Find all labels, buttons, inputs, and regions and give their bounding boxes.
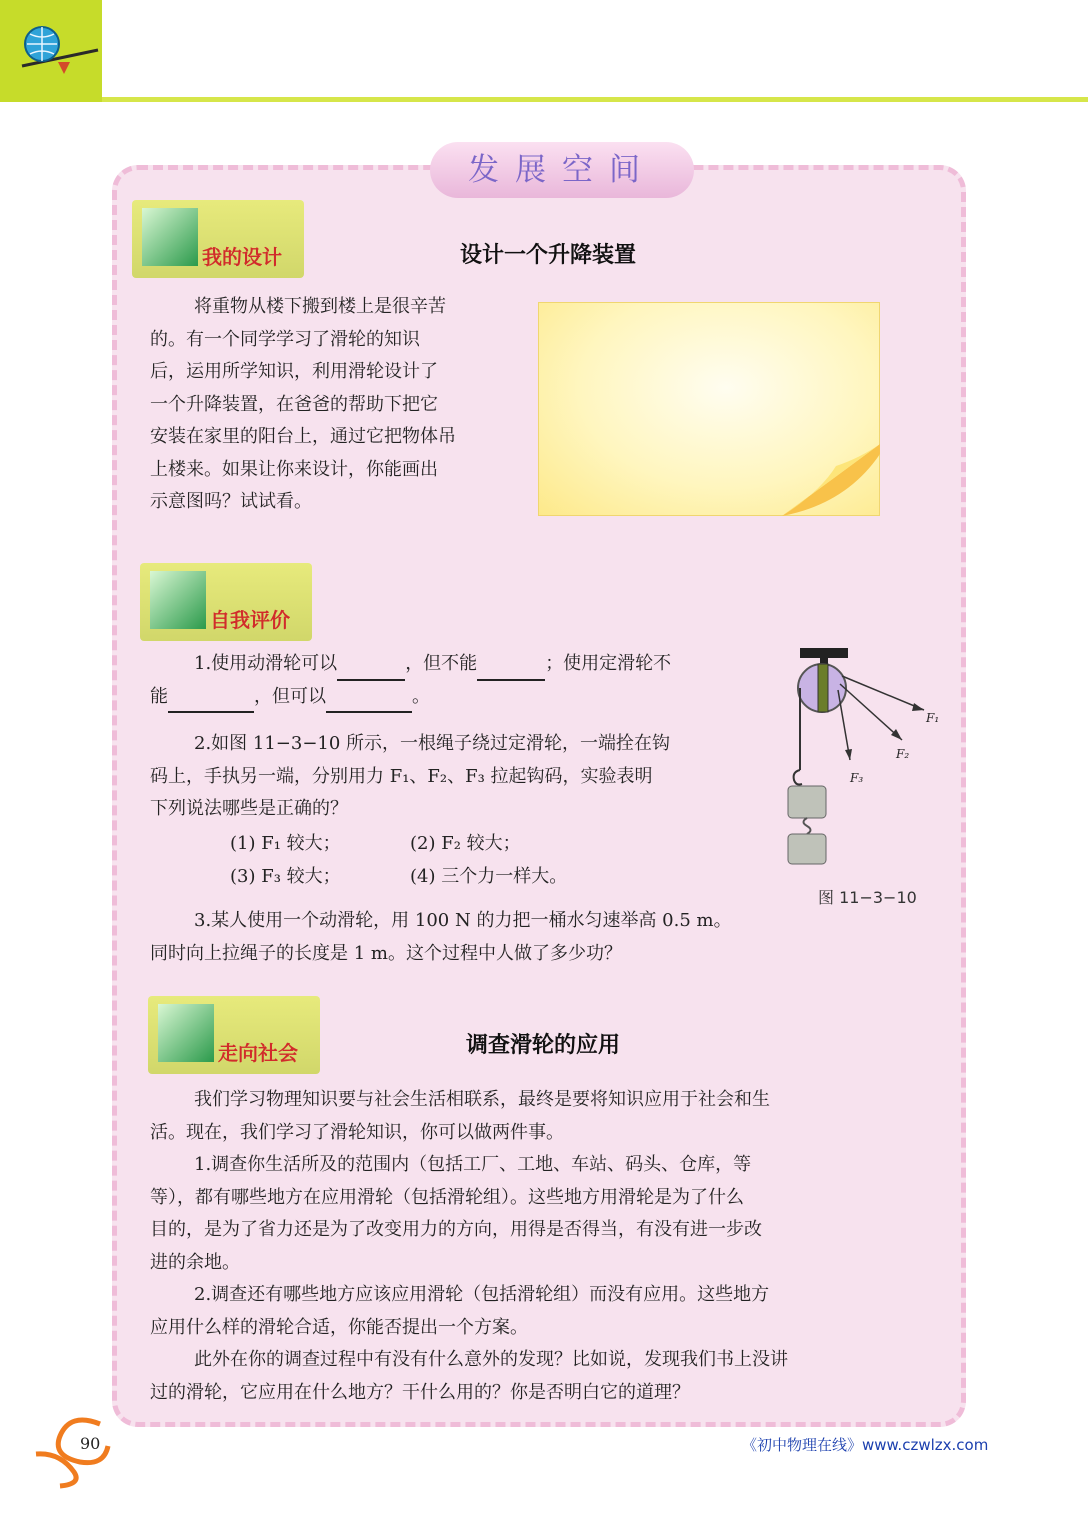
text-line: 过的滑轮，它应用在什么地方？干什么用的？你是否明白它的道理？ [150,1381,690,1403]
text-line: 进的余地。 [150,1251,240,1273]
q1-text: 1.使用动滑轮可以 [194,653,338,674]
page-number: 90 [80,1434,101,1453]
text-line: 一个升降装置，在爸爸的帮助下把它 [150,393,438,415]
force-label-f2: F₂ [896,747,910,761]
text-line: 上楼来。如果让你来设计，你能画出 [150,458,438,480]
badge-label: 走向社会 [218,1041,298,1065]
text-line: 1.调查你生活所及的范围内（包括工厂、工地、车站、码头、仓库，等 [194,1154,752,1175]
q1-text: 能 [150,685,168,707]
text-line: 目的，是为了省力还是为了改变用力的方向，用得是否得当，有没有进一步改 [150,1219,762,1240]
section3-heading: 调查滑轮的应用 [466,1033,621,1058]
badge-label: 我的设计 [202,245,282,269]
option: (4) 三个力一样大。 [410,866,568,887]
question-2 [150,728,790,826]
text-line: 示意图吗？试试看。 [150,491,312,512]
text-line: 下列说法哪些是正确的？ [150,798,348,819]
option: (3) F₃ 较大； [230,866,341,887]
section3-body [150,1084,940,1409]
hand-pencil-icon [142,208,198,266]
force-label-f1: F₁ [926,711,940,725]
text-line: 我们学习物理知识要与社会生活相联系，最终是要将知识应用于社会和生 [194,1089,770,1110]
section1-body [150,291,520,519]
pointing-hand-icon [158,1004,214,1062]
answer-blank [168,691,254,713]
text-line: 码上，手执另一端，分别用力 F₁、F₂、F₃ 拉起钩码，实验表明 [150,765,653,787]
answer-blank [326,691,412,713]
pulley-figure [780,640,950,876]
site-link[interactable]: 《初中物理在线》www.czwlzx.com [742,1436,989,1454]
q1-text: ，但不能 [405,653,478,674]
q1-text: 。 [412,685,430,707]
option: (1) F₁ 较大； [230,833,341,854]
text-line: 将重物从楼下搬到楼上是很辛苦 [194,296,446,317]
text-line: 3.某人使用一个动滑轮，用 100 N 的力把一桶水匀速举高 0.5 m。 [194,910,732,931]
question-1 [150,648,780,713]
victory-hand-icon [150,571,206,629]
q1-text: ，但可以 [254,685,326,707]
page-curl-icon [756,444,882,518]
header-corner [0,0,102,102]
text-line: 2.调查还有哪些地方应该应用滑轮（包括滑轮组）而没有应用。这些地方 [194,1284,770,1305]
text-line: 此外在你的调查过程中有没有什么意外的发现？比如说，发现我们书上没讲 [194,1349,788,1370]
text-line: 的。有一个同学学习了滑轮的知识 [150,328,420,350]
text-line: 安装在家里的阳台上，通过它把物体吊 [150,426,456,447]
force-label-f3: F₃ [850,771,864,785]
text-line: 后，运用所学知识，利用滑轮设计了 [150,361,438,382]
badge-label: 自我评价 [210,608,290,632]
text-line: 同时向上拉绳子的长度是 1 m。这个过程中人做了多少功？ [150,942,622,964]
text-line: 活。现在，我们学习了滑轮知识，你可以做两件事。 [150,1121,564,1143]
section1-heading: 设计一个升降装置 [460,243,637,268]
text-line: 2.如图 11−3−10 所示，一根绳子绕过定滑轮，一端拴在钩 [194,733,671,754]
panel-title: 发展空间 [430,142,694,198]
badge-self-eval [140,563,312,641]
option: (2) F₂ 较大； [410,833,521,854]
question-3 [150,905,830,970]
text-line: 等），都有哪些地方在应用滑轮（包括滑轮组）。这些地方用滑轮是为了什么 [150,1186,744,1208]
figure-caption: 图 11−3−10 [818,888,917,907]
text-line: 应用什么样的滑轮合适，你能否提出一个方案。 [150,1316,528,1338]
answer-blank [477,659,545,681]
badge-society [148,996,320,1074]
globe-seesaw-icon [18,20,100,76]
orange-swirl-icon [30,1416,120,1490]
q1-text: ；使用定滑轮不 [545,653,672,674]
badge-my-design [132,200,304,278]
answer-blank [337,659,405,681]
header-rule [102,97,1088,102]
